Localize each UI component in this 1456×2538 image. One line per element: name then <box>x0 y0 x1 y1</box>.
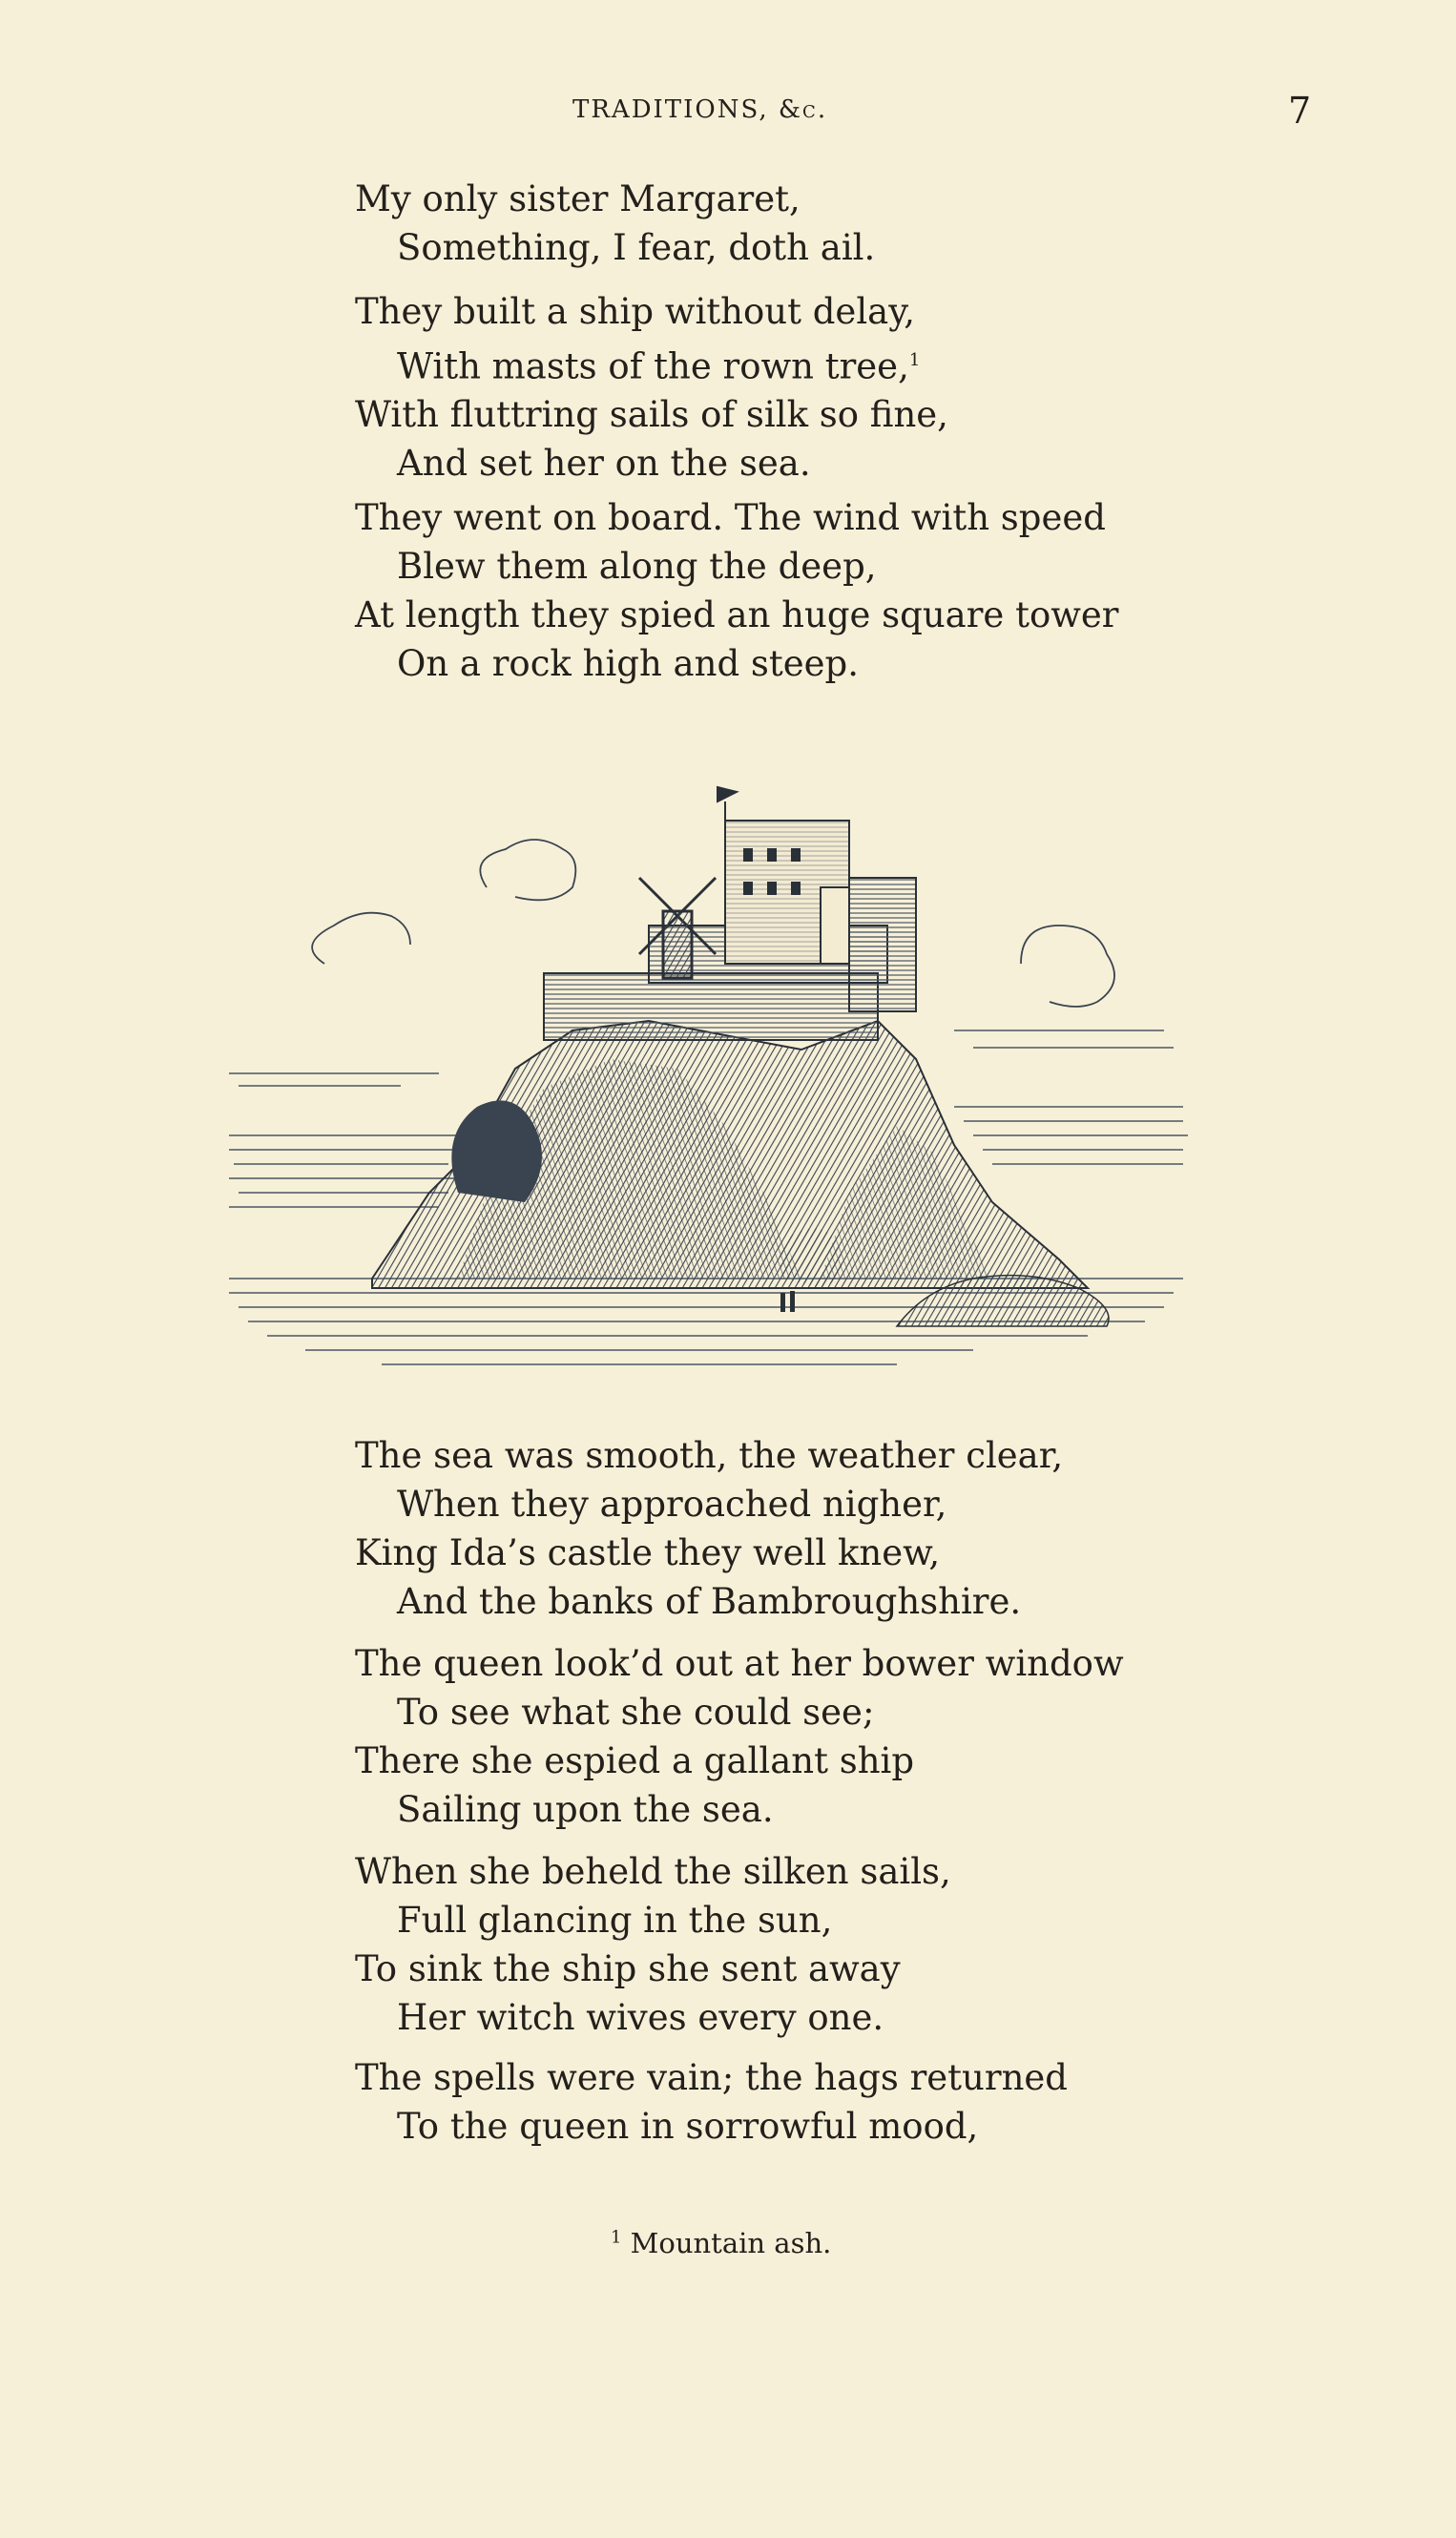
verse-line: Full glancing in the sun, <box>397 1900 833 1941</box>
verse-line: And set her on the sea. <box>397 443 811 485</box>
stanza <box>355 175 1214 272</box>
castle-engraving <box>229 744 1193 1393</box>
stanza <box>355 1431 1214 1626</box>
verse-line: Sailing upon the sea. <box>397 1789 774 1830</box>
running-title: TRADITIONS, &c. <box>572 95 828 124</box>
verse-line: King Ida’s castle they well knew, <box>355 1532 941 1573</box>
verse-line: To see what she could see; <box>397 1692 875 1733</box>
verse-line: And the banks of Bambroughshire. <box>397 1581 1022 1622</box>
stanza <box>355 2053 1214 2151</box>
verse-line: The spells were vain; the hags returned <box>355 2057 1068 2098</box>
verse-line: The queen look’d out at her bower window <box>355 1643 1124 1684</box>
verse-line: There she espied a gallant ship <box>355 1740 915 1781</box>
verse-line: They went on board. The wind with speed <box>355 497 1106 538</box>
verse-line: They built a ship without delay, <box>355 291 915 332</box>
verse-line: To the queen in sorrowful mood, <box>397 2106 979 2147</box>
verse-line: With fluttring sails of silk so fine, <box>355 394 948 436</box>
verse-line: To sink the ship she sent away <box>355 1948 901 1989</box>
castle <box>544 787 916 1040</box>
verse-line: Something, I fear, doth ail. <box>397 227 876 268</box>
page-number: 7 <box>1288 90 1312 132</box>
verse-line: At length they spied an huge square tower <box>355 594 1119 635</box>
stanza <box>355 287 1214 488</box>
stanza <box>355 1639 1214 1834</box>
verse-line: When she beheld the silken sails, <box>355 1851 951 1892</box>
verse-line-text: With masts of the rown tree, <box>397 345 909 387</box>
verse-line: When they approached nigher, <box>397 1484 947 1525</box>
footnote <box>611 2227 831 2259</box>
verse-line: My only sister Margaret, <box>355 178 801 219</box>
verse-line: The sea was smooth, the weather clear, <box>355 1435 1064 1476</box>
footnote-text: Mountain ash. <box>630 2227 832 2259</box>
footnote-marker: 1 <box>611 2227 622 2248</box>
stanza <box>355 1847 1214 2042</box>
stanza <box>355 493 1214 688</box>
verse-line: Blew them along the deep, <box>397 546 877 587</box>
verse-line: Her witch wives every one. <box>397 1997 884 2038</box>
verse-line: On a rock high and steep. <box>397 643 859 684</box>
footnote-reference: 1 <box>908 350 921 370</box>
verse-line <box>355 336 1214 390</box>
